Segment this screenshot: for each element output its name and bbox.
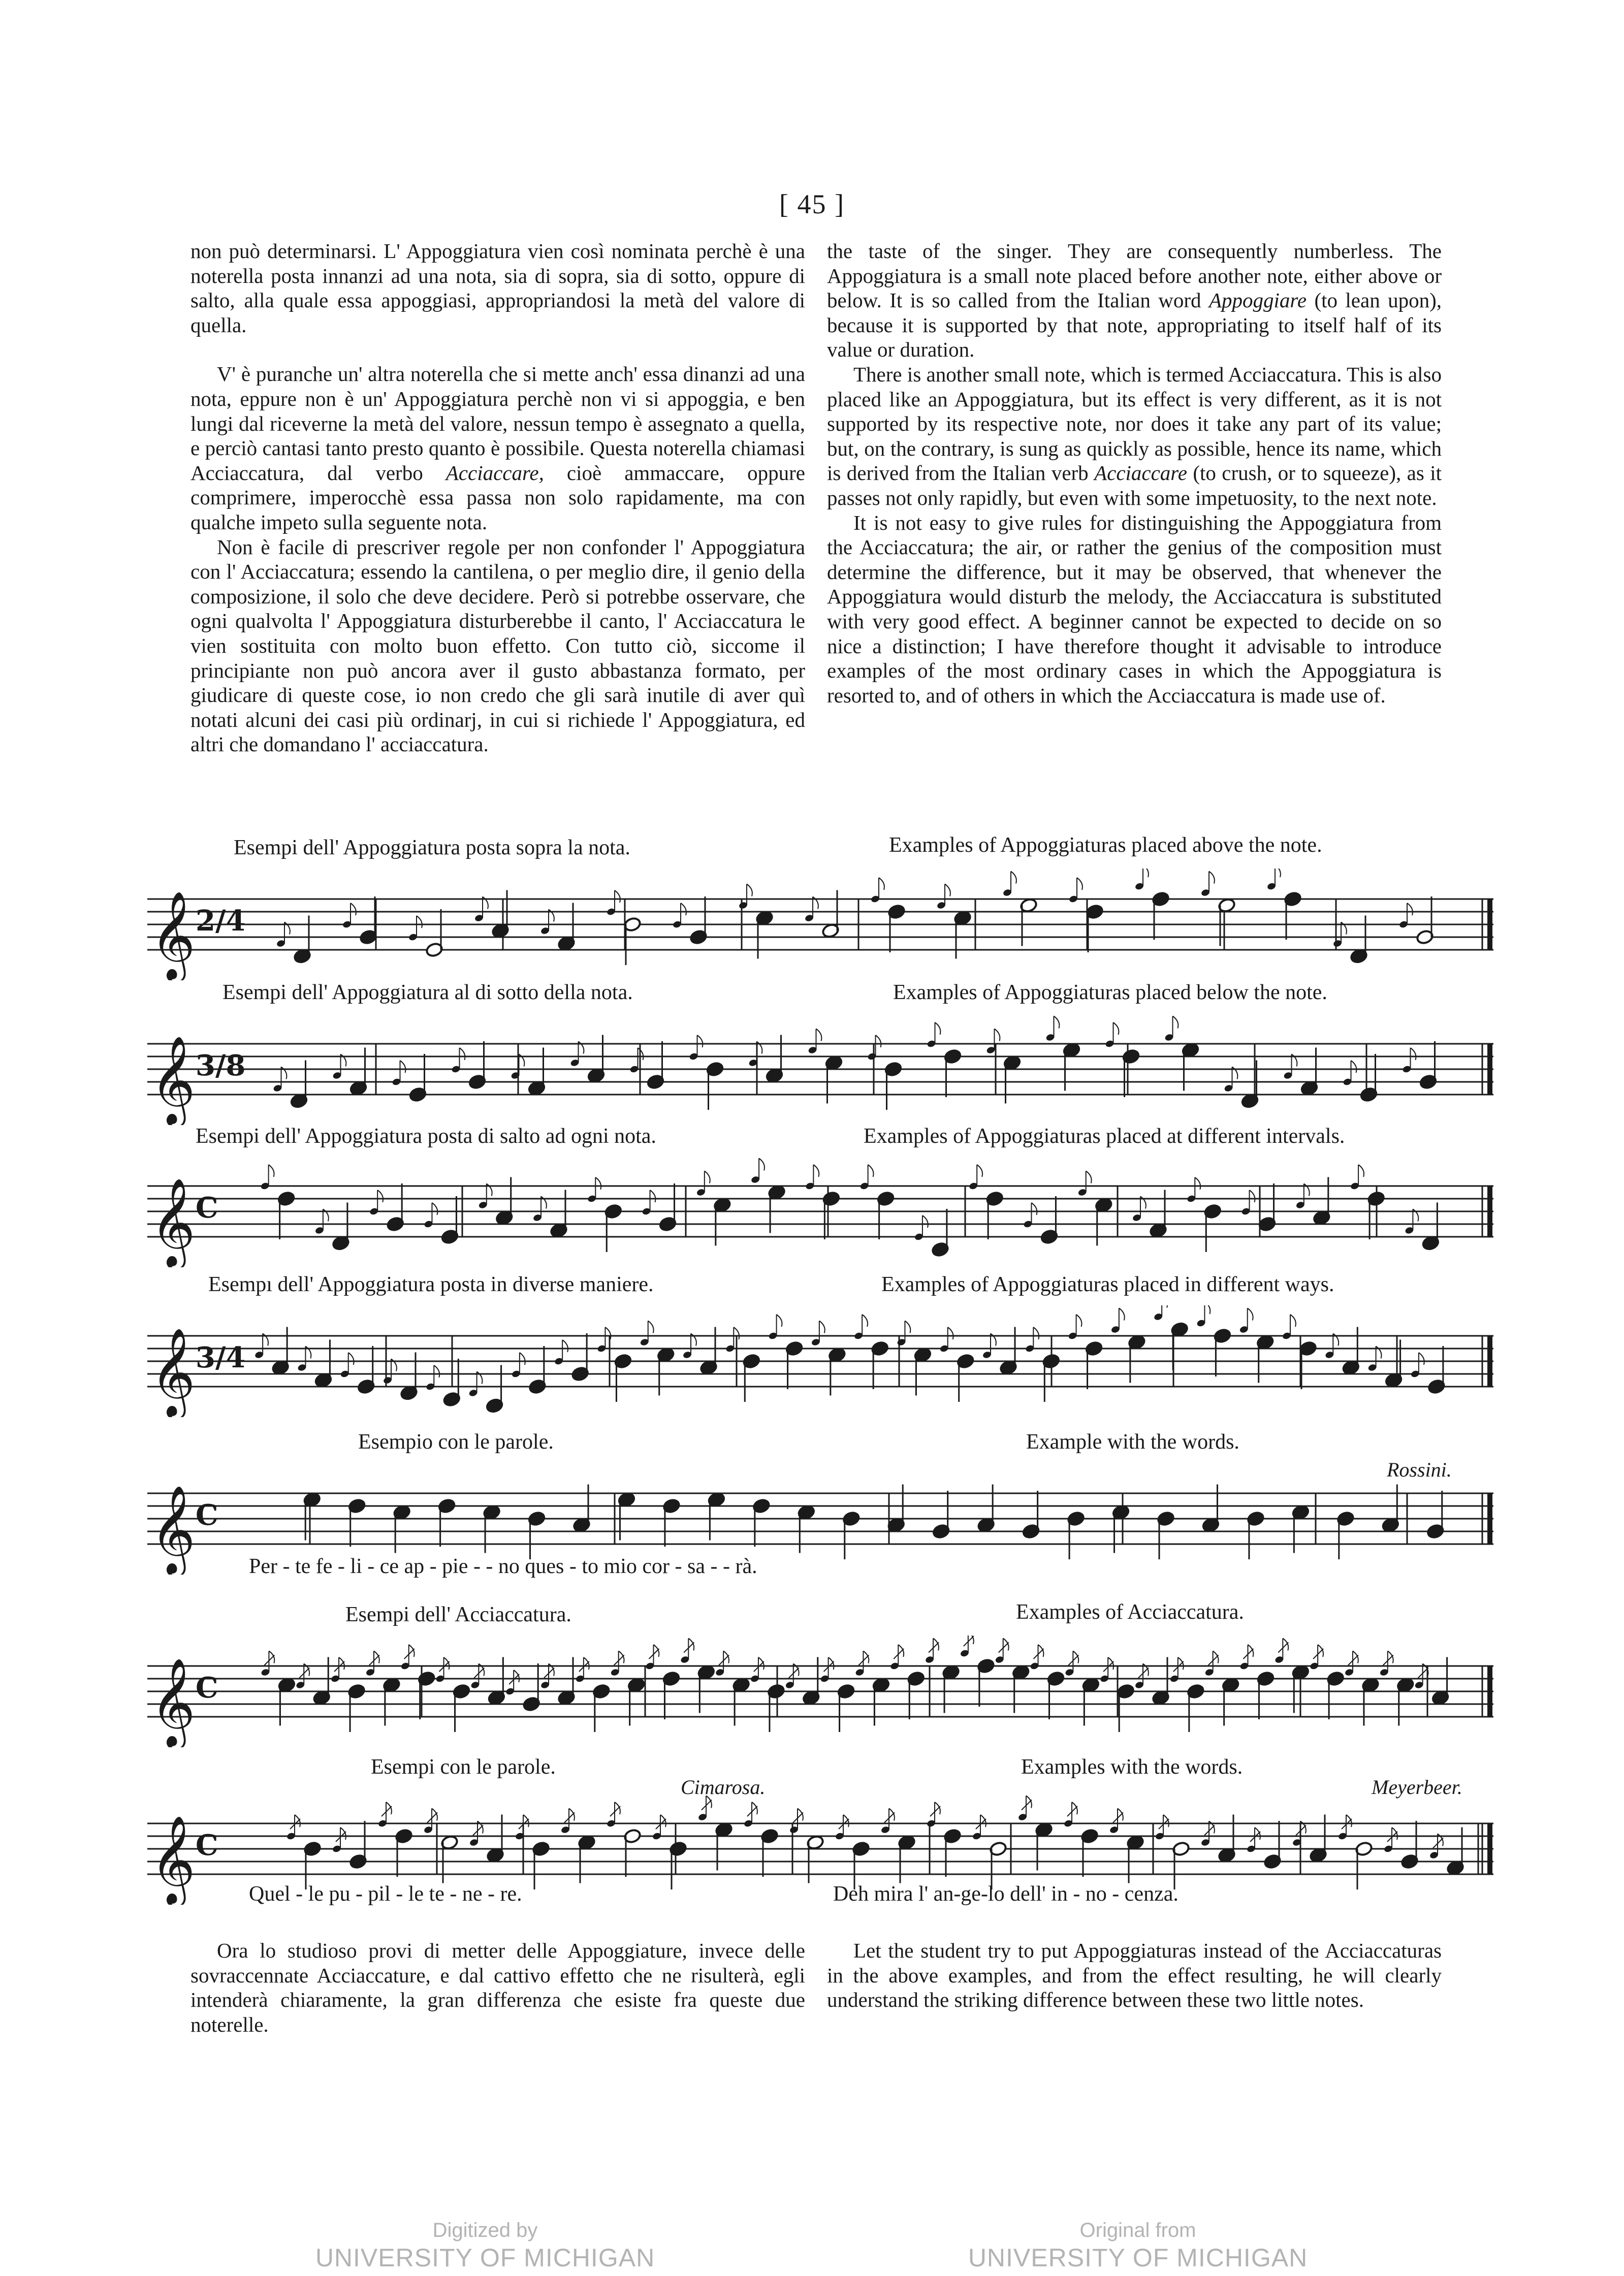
example-1-caption-en: Examples of Appoggiaturas placed above the note.	[889, 834, 1322, 857]
example-5-caption-it: Esempio con le parole.	[358, 1430, 554, 1454]
music-staff	[137, 1305, 1509, 1417]
music-staff	[137, 869, 1509, 980]
english-column	[827, 239, 1442, 708]
closing-italian-text: Ora lo studioso provi di metter delle Appoggiature, invece delle sovraccennate Acciaccature, e dal cattivo effetto che ne risulterà, egli intenderà chiaramente, la gran differenza che esiste fra queste due noterelle.	[190, 1939, 805, 2036]
svg-text:𝄞: 𝄞	[150, 1328, 196, 1416]
closing-italian	[190, 1938, 805, 2037]
svg-text:𝄞: 𝄞	[150, 1815, 196, 1904]
example-1-caption-it: Esempi dell' Appoggiatura posta sopra la nota.	[234, 836, 630, 859]
music-staff	[137, 1636, 1509, 1747]
closing-english-text: Let the student try to put Appoggiaturas instead of the Acciaccaturas in the above examples, and from the effect resulting, he will clearly understand the striking difference between these two little notes.	[827, 1939, 1442, 2012]
svg-text:C: C	[196, 1191, 218, 1225]
composer-cimarosa: Cimarosa.	[681, 1776, 766, 1799]
svg-text:𝄞: 𝄞	[150, 1658, 196, 1746]
footer-digitized	[307, 2217, 663, 2271]
page-number: [ 45 ]	[779, 189, 845, 219]
english-paragraph-1: the taste of the singer. They are consequently numberless. The Appoggiatura is a small note placed before another note, either above or below. It is so called from the Italian word Appoggiare (to lean upon), because it is supported by that note, appropriating to itself half of its value or duration.	[827, 239, 1442, 362]
italian-column	[190, 239, 805, 757]
example-4-caption-en: Examples of Appoggiaturas placed in different ways.	[881, 1273, 1334, 1296]
svg-text:2/4: 2/4	[196, 904, 246, 938]
footer-original-label: Original from	[1079, 2219, 1196, 2241]
music-staff	[137, 1156, 1509, 1267]
lyrics-cimarosa: Quel - le pu - pil - le te - ne - re.	[249, 1882, 522, 1906]
svg-text:𝄞: 𝄞	[150, 1485, 196, 1574]
svg-text:𝄞: 𝄞	[150, 1178, 196, 1266]
svg-text:C: C	[196, 1671, 218, 1705]
svg-text:3/4: 3/4	[196, 1341, 246, 1374]
words-caption-en: Examples with the words.	[1021, 1755, 1243, 1779]
example-4-caption-it: Esempı dell' Appoggiatura posta in diverse maniere.	[208, 1273, 654, 1296]
example-6-caption-en: Examples of Acciaccatura.	[1016, 1600, 1244, 1624]
example-2-caption-en: Examples of Appoggiaturas placed below the note.	[893, 981, 1327, 1004]
footer-original-institution: UNIVERSITY OF MICHIGAN	[968, 2243, 1308, 2272]
example-3-caption-it: Esempi dell' Appoggiatura posta di salto ad ogni nota.	[196, 1125, 656, 1148]
italian-paragraph-2: V' è puranche un' altra noterella che si mette anch' essa dinanzi ad una nota, eppure non è un' Appoggiatura perchè non vi si appoggia, e ben lungi dal riceverne la metà del valore, nessun tempo è assegnato a quella, e perciò cantasi tanto presto quanto è possibile. Questa noterella chiamasi Acciaccatura, dal verbo Acciaccare, cioè ammaccare, oppure comprimere, imperocchè essa passa non solo rapidamente, ma con qualche impeto sulla seguente nota.	[190, 362, 805, 534]
words-caption-it: Esempi con le parole.	[371, 1755, 556, 1779]
composer-meyerbeer: Meyerbeer.	[1372, 1776, 1462, 1799]
lyrics-rossini: Per - te fe - li - ce ap - pie - - no ques - to mio cor - sa - - rà.	[249, 1555, 757, 1578]
example-5-caption-en: Example with the words.	[1026, 1430, 1239, 1454]
svg-text:𝄞: 𝄞	[150, 1036, 196, 1124]
example-3-caption-en: Examples of Appoggiaturas placed at different intervals.	[864, 1125, 1345, 1148]
example-6-caption-it: Esempi dell' Acciaccatura.	[345, 1603, 571, 1626]
lyrics-meyerbeer: Deh mira l' an-ge-lo dell' in - no - cenza.	[833, 1882, 1179, 1906]
example-2-caption-it: Esempi dell' Appoggiatura al di sotto della nota.	[222, 981, 633, 1004]
closing-english	[827, 1938, 1442, 2012]
svg-text:𝄞: 𝄞	[150, 891, 196, 979]
svg-text:3/8: 3/8	[196, 1049, 246, 1082]
music-staff	[137, 1013, 1509, 1125]
composer-rossini: Rossini.	[1387, 1458, 1452, 1481]
english-paragraph-3: It is not easy to give rules for distinguishing the Appoggiatura from the Acciaccatura; the air, or rather the genius of the composition must determine the difference, but it may be observed, that whenever the Appoggiatura would disturb the melody, the Acciaccatura is substituted with very good effect. A beginner cannot be expected to decide on so nice a distinction; I have therefore thought it advisable to introduce examples of the most ordinary cases in which the Appoggiatura is resorted to, and of others in which the Acciaccatura is made use of.	[827, 510, 1442, 707]
english-paragraph-2: There is another small note, which is termed Acciaccatura. This is also placed like an Appoggiatura, but its effect is very different, as it is not supported by its respective note, nor does it take any part of its value; but, on the contrary, is sung as quickly as possible, hence its name, which is derived from the Italian verb Acciaccare (to crush, or to squeeze), as it passes not only rapidly, but even with some impetuosity, to the next note.	[827, 362, 1442, 509]
italian-paragraph-3: Non è facile di prescriver regole per non confonder l' Appoggiatura con l' Acciaccatura; essendo la cantilena, o per meglio dire, il genio della composizione, il solo che deve decidere. Però si potrebbe osservare, che ogni qualvolta l' Appoggiatura disturberebbe il canto, l' Acciaccatura le vien sostituita con molto buon effetto. Con tutto ciò, siccome il principiante non può ancora aver il gusto abbastanza formato, per giudicare di queste cose, io non credo che gli sarà inutile di aver quì notati alcuni dei casi più ordinarj, in cui si richiede l' Appoggiatura, ed altri che domandano l' acciaccatura.	[190, 535, 805, 756]
svg-text:C: C	[196, 1829, 218, 1862]
footer-original	[960, 2217, 1316, 2271]
footer-digitized-institution: UNIVERSITY OF MICHIGAN	[315, 2243, 655, 2272]
footer-digitized-label: Digitized by	[432, 2219, 538, 2241]
italian-paragraph-1: non può determinarsi. L' Appoggiatura vien così nominata perchè è una noterella posta innanzi ad una nota, sia di sopra, sia di sotto, oppure di salto, alla quale essa appoggiasi, appropriandosi la metà del valore di quella.	[190, 239, 805, 337]
svg-text:C: C	[196, 1498, 218, 1532]
